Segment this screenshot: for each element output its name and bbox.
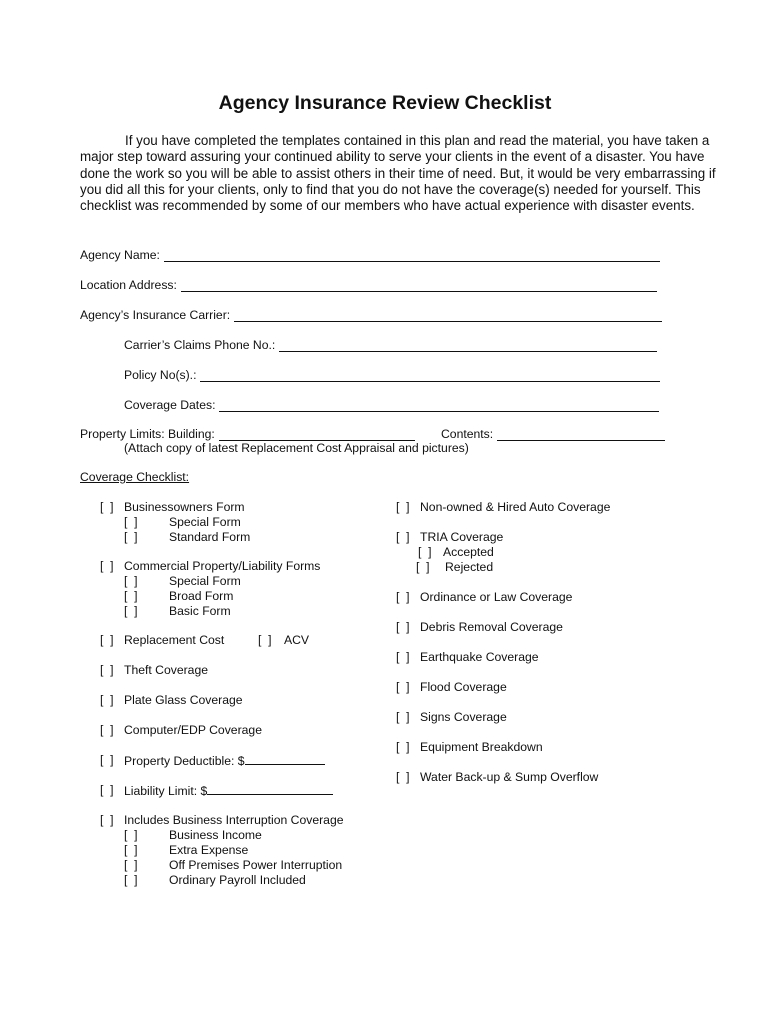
checkbox[interactable]: [ ] (124, 589, 138, 603)
checklist-item (80, 663, 400, 678)
contents-blank[interactable] (497, 427, 665, 441)
checklist-item (80, 723, 400, 738)
checklist-item (396, 740, 696, 755)
property-limits-building-field (80, 427, 415, 441)
item-label: Basic Form (169, 604, 231, 618)
checklist-subitem (80, 589, 400, 604)
item-label: Off Premises Power Interruption (169, 858, 343, 872)
checkbox[interactable]: [ ] (124, 843, 138, 857)
checklist-subitem (80, 574, 400, 589)
location-address-field (80, 278, 657, 292)
policy-nos-blank[interactable] (200, 368, 660, 382)
item-label: Ordinary Payroll Included (169, 873, 306, 887)
item-label: TRIA Coverage (420, 530, 504, 544)
claims-phone-blank[interactable] (279, 338, 657, 352)
checklist-item (396, 590, 696, 605)
item-label: Standard Form (169, 530, 251, 544)
property-deductible-label: Property Deductible: $ (124, 754, 245, 768)
checklist-item (396, 530, 696, 545)
checkbox[interactable]: [ ] (124, 574, 138, 588)
checkbox[interactable]: [ ] (396, 650, 410, 664)
checklist-item (80, 753, 400, 768)
claims-phone-label: Carrier’s Claims Phone No.: (124, 338, 276, 352)
checkbox[interactable]: [ ] (100, 753, 114, 767)
checklist-heading: Coverage Checklist: (80, 470, 190, 484)
checkbox[interactable]: [ ] (396, 740, 410, 754)
checklist-subitem (80, 515, 400, 530)
checkbox[interactable]: [ ] (100, 633, 114, 647)
contents-label: Contents: (441, 427, 494, 441)
checkbox[interactable]: [ ] (418, 545, 432, 559)
checkbox[interactable]: [ ] (100, 500, 114, 514)
item-label: Signs Coverage (420, 710, 507, 724)
item-label (124, 753, 325, 769)
item-label: Rejected (445, 560, 494, 574)
checklist-item (80, 633, 400, 648)
checkbox[interactable]: [ ] (124, 530, 138, 544)
checkbox[interactable]: [ ] (124, 515, 138, 529)
checkbox[interactable]: [ ] (258, 633, 272, 647)
contents-field (441, 427, 665, 441)
checkbox[interactable]: [ ] (100, 559, 114, 573)
checkbox[interactable]: [ ] (396, 530, 410, 544)
policy-nos-label: Policy No(s).: (124, 368, 197, 382)
location-address-label: Location Address: (80, 278, 177, 292)
item-label: Theft Coverage (124, 663, 209, 677)
coverage-dates-blank[interactable] (219, 398, 659, 412)
insurance-carrier-label: Agency’s Insurance Carrier: (80, 308, 231, 322)
item-label: Businessowners Form (124, 500, 245, 514)
checkbox[interactable]: [ ] (124, 873, 138, 887)
agency-name-label: Agency Name: (80, 248, 160, 262)
checklist-subitem (396, 560, 696, 575)
checklist-subitem (80, 873, 400, 888)
item-label: Water Back-up & Sump Overflow (420, 770, 599, 784)
item-label: Computer/EDP Coverage (124, 723, 262, 737)
checkbox[interactable]: [ ] (396, 710, 410, 724)
checkbox[interactable]: [ ] (100, 663, 114, 677)
agency-name-field (80, 248, 660, 262)
item-label: Earthquake Coverage (420, 650, 539, 664)
item-label: Debris Removal Coverage (420, 620, 563, 634)
item-label: ACV (284, 633, 310, 647)
checklist-item (80, 813, 400, 828)
checkbox[interactable]: [ ] (396, 770, 410, 784)
property-note: (Attach copy of latest Replacement Cost Appraisal and pictures) (124, 441, 469, 455)
property-deductible-blank[interactable] (245, 753, 325, 765)
insurance-carrier-blank[interactable] (234, 308, 662, 322)
checklist-item (80, 693, 400, 708)
policy-nos-field (124, 368, 660, 382)
item-label: Special Form (169, 574, 241, 588)
checklist-subitem (396, 545, 696, 560)
liability-limit-blank[interactable] (207, 783, 333, 795)
checkbox[interactable]: [ ] (124, 604, 138, 618)
item-label: Special Form (169, 515, 241, 529)
page-title: Agency Insurance Review Checklist (218, 92, 552, 114)
checklist-right-column (396, 500, 696, 785)
insurance-carrier-field (80, 308, 662, 322)
checklist-item (396, 620, 696, 635)
item-label: Business Income (169, 828, 262, 842)
checklist-item (396, 710, 696, 725)
checkbox[interactable]: [ ] (396, 500, 410, 514)
checklist-subitem (80, 530, 400, 545)
coverage-dates-field (124, 398, 659, 412)
checklist-subitem (80, 828, 400, 843)
checklist-item (396, 770, 696, 785)
item-label: Commercial Property/Liability Forms (124, 559, 321, 573)
item-label: Includes Business Interruption Coverage (124, 813, 344, 827)
item-label: Extra Expense (169, 843, 249, 857)
location-address-blank[interactable] (181, 278, 657, 292)
intro-paragraph: If you have completed the templates contained in this plan and read the material, you have taken a major step toward assuring your continued ability to serve your clients in the event of a disaster. You have done the work so you will be able to assist others in their time of need. But, it would be very embarrassing if you did all this for your clients, only to find that you do not have the coverage(s) needed for yourself. This checklist was recommended by some of our members who have actual experience with disaster events. (80, 133, 716, 214)
coverage-dates-label: Coverage Dates: (124, 398, 216, 412)
checkbox[interactable]: [ ] (100, 783, 114, 797)
checkbox[interactable]: [ ] (100, 693, 114, 707)
checkbox[interactable]: [ ] (100, 723, 114, 737)
building-limit-blank[interactable] (219, 427, 415, 441)
checklist-subitem (80, 843, 400, 858)
item-label: Non-owned & Hired Auto Coverage (420, 500, 611, 514)
checklist-item (80, 559, 400, 574)
checklist-item (396, 500, 696, 515)
liability-limit-label: Liability Limit: $ (124, 784, 208, 798)
claims-phone-field (124, 338, 657, 352)
checkbox[interactable]: [ ] (396, 680, 410, 694)
checkbox[interactable]: [ ] (416, 560, 430, 574)
item-label: Ordinance or Law Coverage (420, 590, 573, 604)
agency-name-blank[interactable] (164, 248, 660, 262)
checklist-item (80, 783, 400, 798)
property-limits-building-label: Property Limits: Building: (80, 427, 215, 441)
checklist-item (396, 650, 696, 665)
checklist-item (80, 500, 400, 515)
checkbox[interactable]: [ ] (396, 590, 410, 604)
checkbox[interactable]: [ ] (396, 620, 410, 634)
item-label (124, 783, 333, 799)
checkbox[interactable]: [ ] (124, 828, 138, 842)
checkbox[interactable]: [ ] (100, 813, 114, 827)
item-label: Equipment Breakdown (420, 740, 543, 754)
item-label: Flood Coverage (420, 680, 507, 694)
checkbox[interactable]: [ ] (124, 858, 138, 872)
item-label: Accepted (443, 545, 494, 559)
checklist-subitem (80, 604, 400, 619)
checklist-left-column (80, 500, 400, 888)
checklist-subitem (80, 858, 400, 873)
item-label: Broad Form (169, 589, 234, 603)
item-label: Replacement Cost (124, 633, 225, 647)
checklist-item (396, 680, 696, 695)
item-label: Plate Glass Coverage (124, 693, 243, 707)
